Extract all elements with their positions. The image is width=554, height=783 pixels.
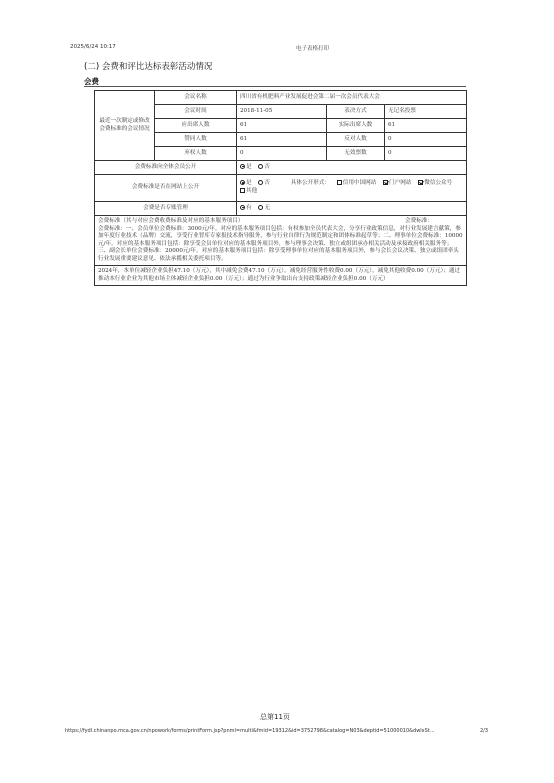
print-page-title: 电子表格打印 bbox=[296, 46, 330, 52]
fee-standard-text: 会费标准：一、会员单位会费标准：3000元/年。对应的基本服务项目包括：有权参加全员代表大会，分享行业政策信息，对行业发展建言献策，参加年度行业技术（品牌）交流，享受行业智库专家报技术指导服务，参与行业自律行为规范制定和团体标准起草等；二、理事单位会费标准：10000元/年。对应的基本服务项目包括：除享受会员单位对应的基本服务项目外，参与理事会决策、独立或组团承办相关活动及承接政府相关服务等；三、副会长单位会费标准：20000元/年。对应的基本服务项目包括：除享受理事单位对应的基本服务项目外，参与会长会议决策、独立或组团牵头行业发展重要建议意见、依法承揽相关委托项目等。 bbox=[98, 225, 463, 262]
website-yes-label: 是 bbox=[246, 180, 252, 187]
vote-method-value: 无记名投票 bbox=[385, 105, 467, 119]
publish-other-option[interactable] bbox=[240, 188, 257, 196]
oppose-count-value: 0 bbox=[385, 133, 467, 147]
publish-wechat-option[interactable] bbox=[418, 180, 452, 188]
burden-reduction-text: 2024年，本单位减轻企业负担47.10（万元），其中减免会费47.10（万元），减免经营服务性收费0.00（万元），减免其他收费0.00（万元）；通过推动本行业企业为其他市场主体减轻企业负担0.00（万元）；通过为行业争取出台支持政策减轻企业负担0.00（万元） bbox=[95, 266, 467, 286]
website-label: 会费标准是否在网站上公开 bbox=[95, 175, 237, 202]
print-page-number: 2/3 bbox=[480, 728, 489, 734]
publish-portal-label: 门户网站 bbox=[389, 180, 412, 187]
meeting-name-label: 会议名称 bbox=[155, 91, 237, 105]
notice-no-label: 否 bbox=[264, 163, 270, 170]
notice-options bbox=[237, 161, 467, 175]
oppose-count-label: 反对人数 bbox=[327, 133, 385, 147]
website-options bbox=[237, 175, 467, 202]
meeting-time-label: 会议时间 bbox=[155, 105, 237, 119]
website-no-option[interactable] bbox=[258, 180, 270, 188]
print-datetime: 2025/6/24 10:17 bbox=[70, 44, 116, 50]
fee-standard-header-right: 会费标准： bbox=[405, 218, 433, 224]
abstain-count-value: 0 bbox=[237, 147, 327, 161]
checkbox-checked-icon bbox=[418, 180, 423, 185]
account-options bbox=[237, 202, 467, 216]
abstain-count-label: 弃权人数 bbox=[155, 147, 237, 161]
print-url: https://fydl.chinanpo.mca.gov.cn/npowork/forms/printForm.jsp?pnml=multi&fmid=19312&id=3752798&catalog=N03&deptid=51000010&dwlxSt... bbox=[65, 728, 435, 734]
notice-yes-option[interactable] bbox=[240, 164, 252, 172]
radio-checked-icon bbox=[240, 164, 245, 169]
agree-count-label: 赞同人数 bbox=[155, 133, 237, 147]
publish-form-label: 具体公开形式： bbox=[290, 180, 330, 187]
radio-unchecked-icon bbox=[258, 164, 263, 169]
account-yes-option[interactable] bbox=[240, 205, 252, 213]
divider bbox=[84, 86, 466, 87]
fee-form-table bbox=[94, 90, 467, 286]
actual-attendance-label: 实际出席人数 bbox=[327, 119, 385, 133]
notice-yes-label: 是 bbox=[246, 163, 252, 170]
expected-attendance-label: 应出席人数 bbox=[155, 119, 237, 133]
notice-no-option[interactable] bbox=[258, 164, 270, 172]
actual-attendance-value: 61 bbox=[385, 119, 467, 133]
radio-checked-icon bbox=[240, 180, 245, 185]
section-title: (二) 会费和评比达标表彰活动情况 bbox=[84, 62, 213, 72]
notice-label: 会费标准向全体会员公开 bbox=[95, 161, 237, 175]
invalid-count-label: 无效票数 bbox=[327, 147, 385, 161]
vote-method-label: 表决方式 bbox=[327, 105, 385, 119]
website-no-label: 否 bbox=[264, 180, 270, 187]
publish-portal-option[interactable] bbox=[383, 180, 411, 188]
fee-standard-block bbox=[95, 216, 467, 266]
checkbox-unchecked-icon bbox=[240, 188, 245, 193]
agree-count-value: 61 bbox=[237, 133, 327, 147]
radio-unchecked-icon bbox=[258, 205, 263, 210]
website-yes-option[interactable] bbox=[240, 180, 252, 188]
invalid-count-value: 0 bbox=[385, 147, 467, 161]
publish-credit-china-label: 信用中国网站 bbox=[342, 180, 377, 187]
publish-other-label: 其他 bbox=[246, 188, 258, 194]
meeting-time-value: 2018-11-05 bbox=[237, 105, 327, 119]
radio-checked-icon bbox=[240, 205, 245, 210]
account-no-option[interactable] bbox=[258, 205, 270, 213]
page-counter: 总第11页 bbox=[260, 713, 290, 721]
meeting-row-label: 最近一次制定或修改会费标准的会议情况 bbox=[95, 91, 155, 161]
meeting-name-value: 四川省有机肥料产业发展促进会第二届一次会员代表大会 bbox=[237, 91, 467, 105]
expected-attendance-value: 61 bbox=[237, 119, 327, 133]
fee-standard-header: 会费标准（其与对应会费收费标准及对应的基本服务项目） bbox=[98, 218, 244, 224]
radio-unchecked-icon bbox=[258, 180, 263, 185]
checkbox-checked-icon bbox=[383, 180, 388, 185]
publish-wechat-label: 微信公众号 bbox=[424, 180, 453, 187]
checkbox-unchecked-icon bbox=[337, 180, 342, 185]
account-yes-label: 有 bbox=[246, 204, 252, 211]
publish-credit-china-option[interactable] bbox=[337, 180, 377, 188]
account-no-label: 无 bbox=[264, 204, 270, 211]
section-subtitle: 会费 bbox=[84, 77, 99, 86]
account-label: 会费是否专账管理 bbox=[95, 202, 237, 216]
